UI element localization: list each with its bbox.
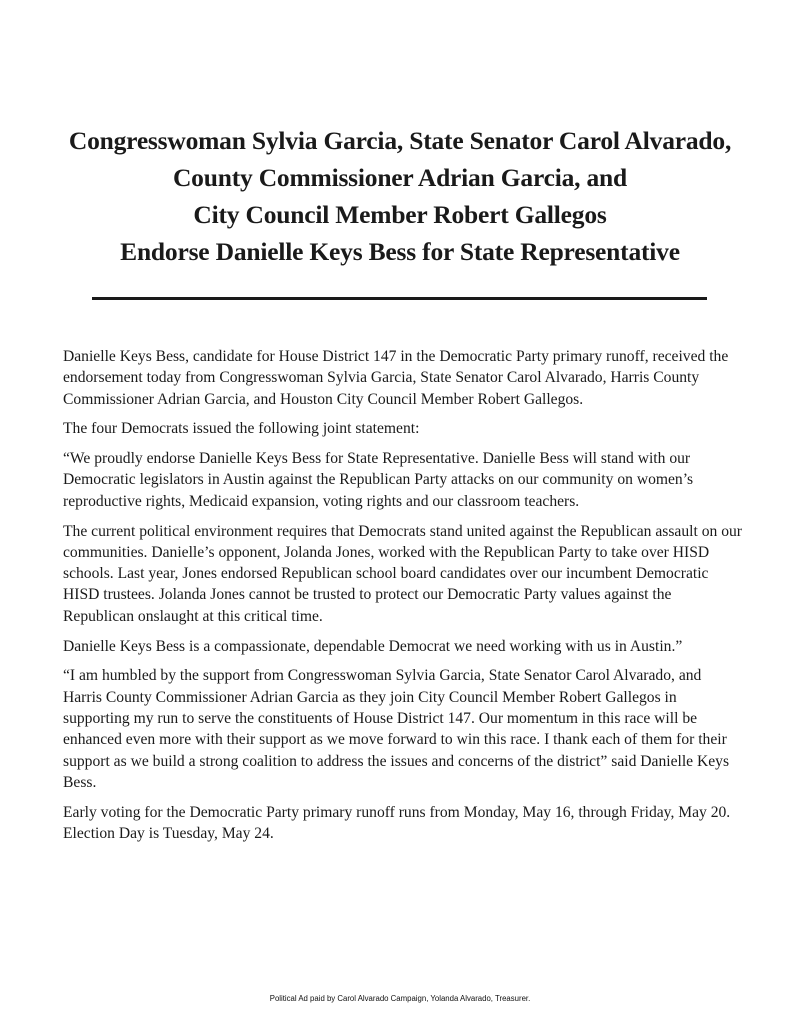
paragraph-joint-statement-intro: The four Democrats issued the following joint statement: xyxy=(63,420,420,438)
paragraph-candidate-quote: “I am humbled by the support from Congresswoman Sylvia Garcia, State Senator Carol Alvarado, and Harris County Commissioner Adrian Garcia as they join City Council Member Robert Gallegos in supporting my run to serve the constituents of House District 147. Our momentum in this race will be enhanced even more with their support as we move forward to win this race. I thank each of them for their support as we build a strong coalition to address the issues and concerns of the district” said Danielle Keys Bess. xyxy=(63,667,730,791)
paragraph-voting-dates: Early voting for the Democratic Party primary runoff runs from Monday, May 16, through Friday, May 20. Election Day is Tuesday, May 24. xyxy=(63,803,731,842)
headline-line: Endorse Danielle Keys Bess for State Representative xyxy=(120,237,680,266)
horizontal-divider xyxy=(92,297,707,300)
headline-line: County Commissioner Adrian Garcia, and xyxy=(172,163,628,192)
paragraph-announcement: Danielle Keys Bess, candidate for House District 147 in the Democratic Party primary runoff, received the endorsement today from Congresswoman Sylvia Garcia, State Senator Carol Alvarado, Harris County Commissioner Adrian Garcia, and Houston City Council Member Robert Gallegos. xyxy=(63,348,729,408)
headline-line: City Council Member Robert Gallegos xyxy=(193,200,607,229)
paragraph-endorsement-quote: “We proudly endorse Danielle Keys Bess for State Representative. Danielle Bess will stand with our Democratic legislators in Austin against the Republican Party attacks on our community on women’s reproductive rights, Medicaid expansion, voting rights and our classroom teachers. xyxy=(63,450,694,510)
headline-line: Congresswoman Sylvia Garcia, State Senator Carol Alvarado, xyxy=(68,126,732,155)
paragraph-quote-close: Danielle Keys Bess is a compassionate, dependable Democrat we need working with us in Austin.” xyxy=(63,637,683,655)
political-ad-disclaimer: Political Ad paid by Carol Alvarado Campaign, Yolanda Alvarado, Treasurer. xyxy=(269,994,531,1003)
press-release-headline xyxy=(40,122,760,270)
paragraph-political-environment: The current political environment requires that Democrats stand united against the Republican assault on our communities. Danielle’s opponent, Jolanda Jones, worked with the Republican Party to take over HISD schools. Last year, Jones endorsed Republican school board candidates over our incumbent Democratic HISD trustees. Jolanda Jones cannot be trusted to protect our Democratic Party values against the Republican onslaught at this critical time. xyxy=(63,522,742,625)
press-release-body xyxy=(63,346,743,853)
